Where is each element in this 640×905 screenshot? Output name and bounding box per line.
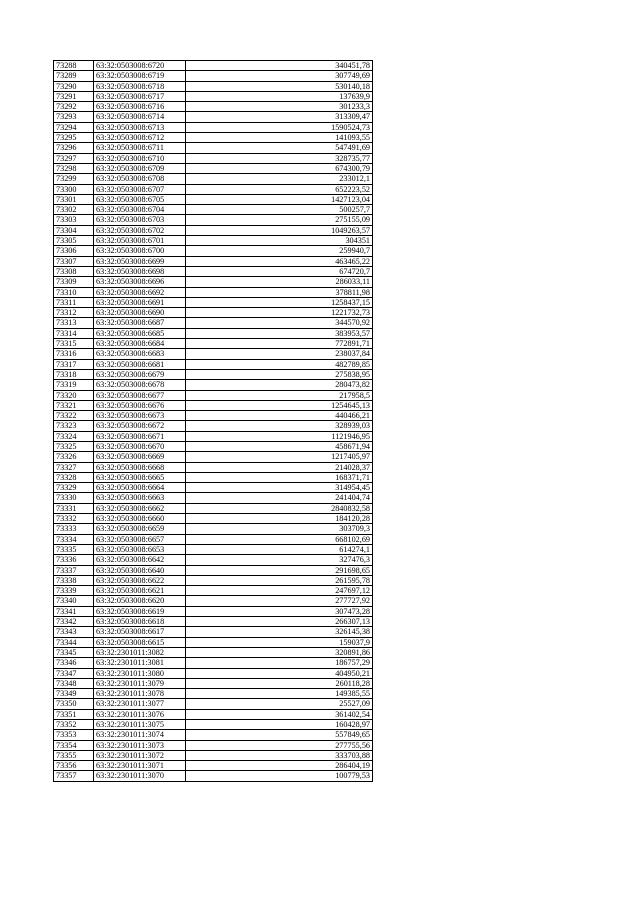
row-number-cell: 73346 — [54, 658, 94, 668]
table-row — [54, 575, 373, 585]
value-cell: 674300,79 — [186, 163, 373, 173]
row-number-cell: 73289 — [54, 71, 94, 81]
value-cell: 361402,54 — [186, 709, 373, 719]
value-cell: 259940,7 — [186, 246, 373, 256]
table-row — [54, 472, 373, 482]
cadastral-number-cell: 63:32:0503008:6657 — [94, 534, 186, 544]
cadastral-number-cell: 63:32:0503008:6617 — [94, 627, 186, 637]
row-number-cell: 73320 — [54, 390, 94, 400]
table-row — [54, 308, 373, 318]
table-row — [54, 205, 373, 215]
row-number-cell: 73345 — [54, 647, 94, 657]
value-cell: 772891,71 — [186, 339, 373, 349]
cadastral-number-cell: 63:32:0503008:6676 — [94, 400, 186, 410]
table-row — [54, 720, 373, 730]
row-number-cell: 73295 — [54, 133, 94, 143]
value-cell: 233012,1 — [186, 174, 373, 184]
row-number-cell: 73341 — [54, 606, 94, 616]
cadastral-number-cell: 63:32:2301011:3074 — [94, 730, 186, 740]
table-row — [54, 441, 373, 451]
table-row — [54, 122, 373, 132]
value-cell: 286033,11 — [186, 277, 373, 287]
row-number-cell: 73347 — [54, 668, 94, 678]
row-number-cell: 73301 — [54, 194, 94, 204]
row-number-cell: 73291 — [54, 91, 94, 101]
value-cell: 614274,1 — [186, 544, 373, 554]
value-cell: 1121946,95 — [186, 431, 373, 441]
row-number-cell: 73304 — [54, 225, 94, 235]
row-number-cell: 73336 — [54, 555, 94, 565]
table-row — [54, 390, 373, 400]
row-number-cell: 73297 — [54, 153, 94, 163]
row-number-cell: 73344 — [54, 637, 94, 647]
cadastral-number-cell: 63:32:0503008:6660 — [94, 514, 186, 524]
value-cell: 168371,71 — [186, 472, 373, 482]
cadastral-number-cell: 63:32:0503008:6718 — [94, 81, 186, 91]
cadastral-number-cell: 63:32:0503008:6702 — [94, 225, 186, 235]
table-row — [54, 586, 373, 596]
row-number-cell: 73340 — [54, 596, 94, 606]
cadastral-number-cell: 63:32:0503008:6670 — [94, 441, 186, 451]
row-number-cell: 73354 — [54, 740, 94, 750]
cadastral-number-cell: 63:32:0503008:6684 — [94, 339, 186, 349]
table-row — [54, 163, 373, 173]
value-cell: 286404,19 — [186, 761, 373, 771]
cadastral-number-cell: 63:32:0503008:6691 — [94, 297, 186, 307]
table-row — [54, 236, 373, 246]
table-row — [54, 246, 373, 256]
cadastral-number-cell: 63:32:0503008:6711 — [94, 143, 186, 153]
value-cell: 1049263,57 — [186, 225, 373, 235]
row-number-cell: 73316 — [54, 349, 94, 359]
row-number-cell: 73311 — [54, 297, 94, 307]
row-number-cell: 73322 — [54, 411, 94, 421]
row-number-cell: 73299 — [54, 174, 94, 184]
table-row — [54, 266, 373, 276]
table-row — [54, 627, 373, 637]
cadastral-number-cell: 63:32:0503008:6672 — [94, 421, 186, 431]
row-number-cell: 73327 — [54, 462, 94, 472]
value-cell: 1221732,73 — [186, 308, 373, 318]
row-number-cell: 73321 — [54, 400, 94, 410]
cadastral-number-cell: 63:32:0503008:6653 — [94, 544, 186, 554]
row-number-cell: 73317 — [54, 359, 94, 369]
row-number-cell: 73343 — [54, 627, 94, 637]
cadastral-number-cell: 63:32:0503008:6615 — [94, 637, 186, 647]
table-row — [54, 359, 373, 369]
value-cell: 307473,28 — [186, 606, 373, 616]
row-number-cell: 73342 — [54, 617, 94, 627]
row-number-cell: 73288 — [54, 61, 94, 71]
table-row — [54, 339, 373, 349]
value-cell: 668102,69 — [186, 534, 373, 544]
value-cell: 149385,55 — [186, 689, 373, 699]
value-cell: 307749,69 — [186, 71, 373, 81]
table-row — [54, 544, 373, 554]
table-row — [54, 349, 373, 359]
row-number-cell: 73330 — [54, 493, 94, 503]
table-row — [54, 462, 373, 472]
value-cell: 2840832,58 — [186, 503, 373, 513]
cadastral-number-cell: 63:32:0503008:6714 — [94, 112, 186, 122]
row-number-cell: 73338 — [54, 575, 94, 585]
cadastral-number-cell: 63:32:0503008:6701 — [94, 236, 186, 246]
table-row — [54, 61, 373, 71]
value-cell: 313309,47 — [186, 112, 373, 122]
table-row — [54, 699, 373, 709]
row-number-cell: 73298 — [54, 163, 94, 173]
row-number-cell: 73319 — [54, 380, 94, 390]
table-row — [54, 297, 373, 307]
row-number-cell: 73305 — [54, 236, 94, 246]
cadastral-number-cell: 63:32:2301011:3072 — [94, 750, 186, 760]
table-row — [54, 328, 373, 338]
cadastral-number-cell: 63:32:0503008:6668 — [94, 462, 186, 472]
cadastral-number-cell: 63:32:0503008:6669 — [94, 452, 186, 462]
cadastral-number-cell: 63:32:0503008:6699 — [94, 256, 186, 266]
cadastral-number-cell: 63:32:0503008:6704 — [94, 205, 186, 215]
value-cell: 214028,37 — [186, 462, 373, 472]
value-cell: 320891,86 — [186, 647, 373, 657]
table-row — [54, 452, 373, 462]
cadastral-number-cell: 63:32:0503008:6707 — [94, 184, 186, 194]
table-row — [54, 184, 373, 194]
table-row — [54, 380, 373, 390]
cadastral-number-cell: 63:32:0503008:6622 — [94, 575, 186, 585]
cadastral-number-cell: 63:32:0503008:6618 — [94, 617, 186, 627]
table-row — [54, 153, 373, 163]
table-row — [54, 431, 373, 441]
table-row — [54, 709, 373, 719]
value-cell: 1590524,73 — [186, 122, 373, 132]
value-cell: 304351 — [186, 236, 373, 246]
table-row — [54, 750, 373, 760]
value-cell: 463465,22 — [186, 256, 373, 266]
row-number-cell: 73310 — [54, 287, 94, 297]
cadastral-number-cell: 63:32:2301011:3073 — [94, 740, 186, 750]
value-cell: 458671,94 — [186, 441, 373, 451]
row-number-cell: 73332 — [54, 514, 94, 524]
cadastral-number-cell: 63:32:0503008:6642 — [94, 555, 186, 565]
cadastral-number-cell: 63:32:0503008:6720 — [94, 61, 186, 71]
value-cell: 217958,5 — [186, 390, 373, 400]
table-row — [54, 658, 373, 668]
table-row — [54, 555, 373, 565]
cadastral-number-cell: 63:32:0503008:6716 — [94, 102, 186, 112]
value-cell: 1427123,04 — [186, 194, 373, 204]
row-number-cell: 73318 — [54, 369, 94, 379]
table-row — [54, 194, 373, 204]
value-cell: 184120,28 — [186, 514, 373, 524]
row-number-cell: 73313 — [54, 318, 94, 328]
value-cell: 378811,98 — [186, 287, 373, 297]
table-row — [54, 256, 373, 266]
cadastral-number-cell: 63:32:0503008:6662 — [94, 503, 186, 513]
value-cell: 266307,13 — [186, 617, 373, 627]
table-row — [54, 514, 373, 524]
value-cell: 291698,65 — [186, 565, 373, 575]
table-row — [54, 771, 373, 781]
value-cell: 674720,7 — [186, 266, 373, 276]
cadastral-number-cell: 63:32:0503008:6703 — [94, 215, 186, 225]
row-number-cell: 73334 — [54, 534, 94, 544]
row-number-cell: 73290 — [54, 81, 94, 91]
value-cell: 557849,65 — [186, 730, 373, 740]
table-row — [54, 174, 373, 184]
cadastral-number-cell: 63:32:2301011:3075 — [94, 720, 186, 730]
cadastral-number-cell: 63:32:0503008:6713 — [94, 122, 186, 132]
row-number-cell: 73296 — [54, 143, 94, 153]
value-cell: 275155,09 — [186, 215, 373, 225]
table-row — [54, 81, 373, 91]
row-number-cell: 73309 — [54, 277, 94, 287]
cadastral-number-cell: 63:32:0503008:6709 — [94, 163, 186, 173]
cadastral-number-cell: 63:32:2301011:3079 — [94, 678, 186, 688]
row-number-cell: 73314 — [54, 328, 94, 338]
value-cell: 1258437,15 — [186, 297, 373, 307]
cadastral-number-cell: 63:32:0503008:6708 — [94, 174, 186, 184]
row-number-cell: 73325 — [54, 441, 94, 451]
value-cell: 440466,21 — [186, 411, 373, 421]
row-number-cell: 73339 — [54, 586, 94, 596]
row-number-cell: 73349 — [54, 689, 94, 699]
row-number-cell: 73355 — [54, 750, 94, 760]
cadastral-number-cell: 63:32:0503008:6659 — [94, 524, 186, 534]
value-cell: 159037,9 — [186, 637, 373, 647]
row-number-cell: 73351 — [54, 709, 94, 719]
value-cell: 241404,74 — [186, 493, 373, 503]
row-number-cell: 73353 — [54, 730, 94, 740]
cadastral-number-cell: 63:32:2301011:3071 — [94, 761, 186, 771]
value-cell: 383953,57 — [186, 328, 373, 338]
value-cell: 344570,92 — [186, 318, 373, 328]
value-cell: 530140,18 — [186, 81, 373, 91]
value-cell: 160428,97 — [186, 720, 373, 730]
table-row — [54, 596, 373, 606]
cadastral-number-cell: 63:32:0503008:6692 — [94, 287, 186, 297]
table-row — [54, 689, 373, 699]
table-row — [54, 678, 373, 688]
cadastral-number-cell: 63:32:0503008:6619 — [94, 606, 186, 616]
value-cell: 652223,52 — [186, 184, 373, 194]
cadastral-number-cell: 63:32:0503008:6640 — [94, 565, 186, 575]
table-row — [54, 524, 373, 534]
value-cell: 141093,55 — [186, 133, 373, 143]
table-row — [54, 421, 373, 431]
cadastral-number-cell: 63:32:0503008:6719 — [94, 71, 186, 81]
row-number-cell: 73337 — [54, 565, 94, 575]
value-cell: 328939,03 — [186, 421, 373, 431]
value-cell: 1217405,97 — [186, 452, 373, 462]
value-cell: 100779,53 — [186, 771, 373, 781]
cadastral-number-cell: 63:32:0503008:6705 — [94, 194, 186, 204]
cadastral-number-cell: 63:32:0503008:6712 — [94, 133, 186, 143]
value-cell: 277755,56 — [186, 740, 373, 750]
value-cell: 547491,69 — [186, 143, 373, 153]
cadastral-number-cell: 63:32:2301011:3080 — [94, 668, 186, 678]
value-cell: 500257,7 — [186, 205, 373, 215]
value-cell: 280473,82 — [186, 380, 373, 390]
value-cell: 25527,09 — [186, 699, 373, 709]
table-row — [54, 215, 373, 225]
cadastral-number-cell: 63:32:0503008:6687 — [94, 318, 186, 328]
value-cell: 247697,12 — [186, 586, 373, 596]
row-number-cell: 73333 — [54, 524, 94, 534]
row-number-cell: 73335 — [54, 544, 94, 554]
cadastral-number-cell: 63:32:0503008:6679 — [94, 369, 186, 379]
row-number-cell: 73331 — [54, 503, 94, 513]
table-row — [54, 71, 373, 81]
table-row — [54, 112, 373, 122]
table-row — [54, 143, 373, 153]
cadastral-number-cell: 63:32:2301011:3081 — [94, 658, 186, 668]
row-number-cell: 73312 — [54, 308, 94, 318]
table-row — [54, 493, 373, 503]
cadastral-number-cell: 63:32:0503008:6698 — [94, 266, 186, 276]
table-row — [54, 503, 373, 513]
value-cell: 137639,9 — [186, 91, 373, 101]
cadastral-number-cell: 63:32:0503008:6663 — [94, 493, 186, 503]
cadastral-number-cell: 63:32:0503008:6671 — [94, 431, 186, 441]
cadastral-number-cell: 63:32:2301011:3070 — [94, 771, 186, 781]
table-row — [54, 668, 373, 678]
table-row — [54, 287, 373, 297]
value-cell: 186757,29 — [186, 658, 373, 668]
row-number-cell: 73293 — [54, 112, 94, 122]
cadastral-number-cell: 63:32:0503008:6685 — [94, 328, 186, 338]
cadastral-number-cell: 63:32:0503008:6621 — [94, 586, 186, 596]
value-cell: 482789,85 — [186, 359, 373, 369]
cadastral-number-cell: 63:32:0503008:6717 — [94, 91, 186, 101]
row-number-cell: 73315 — [54, 339, 94, 349]
table-row — [54, 133, 373, 143]
row-number-cell: 73323 — [54, 421, 94, 431]
row-number-cell: 73357 — [54, 771, 94, 781]
row-number-cell: 73300 — [54, 184, 94, 194]
row-number-cell: 73348 — [54, 678, 94, 688]
table-row — [54, 483, 373, 493]
data-table — [53, 60, 373, 782]
cadastral-number-cell: 63:32:0503008:6696 — [94, 277, 186, 287]
table-row — [54, 761, 373, 771]
row-number-cell: 73324 — [54, 431, 94, 441]
row-number-cell: 73329 — [54, 483, 94, 493]
table-body — [54, 61, 373, 782]
row-number-cell: 73306 — [54, 246, 94, 256]
cadastral-number-cell: 63:32:0503008:6681 — [94, 359, 186, 369]
row-number-cell: 73350 — [54, 699, 94, 709]
cadastral-number-cell: 63:32:2301011:3082 — [94, 647, 186, 657]
table-row — [54, 400, 373, 410]
value-cell: 1254645,13 — [186, 400, 373, 410]
value-cell: 301233,3 — [186, 102, 373, 112]
value-cell: 404950,21 — [186, 668, 373, 678]
table-row — [54, 225, 373, 235]
table-row — [54, 740, 373, 750]
value-cell: 260118,28 — [186, 678, 373, 688]
cadastral-number-cell: 63:32:0503008:6678 — [94, 380, 186, 390]
table-row — [54, 617, 373, 627]
cadastral-number-cell: 63:32:2301011:3077 — [94, 699, 186, 709]
value-cell: 275838,95 — [186, 369, 373, 379]
row-number-cell: 73326 — [54, 452, 94, 462]
table-row — [54, 277, 373, 287]
row-number-cell: 73328 — [54, 472, 94, 482]
cadastral-number-cell: 63:32:2301011:3076 — [94, 709, 186, 719]
cadastral-number-cell: 63:32:0503008:6677 — [94, 390, 186, 400]
value-cell: 261595,78 — [186, 575, 373, 585]
row-number-cell: 73308 — [54, 266, 94, 276]
table-row — [54, 637, 373, 647]
value-cell: 303709,3 — [186, 524, 373, 534]
value-cell: 340451,78 — [186, 61, 373, 71]
row-number-cell: 73352 — [54, 720, 94, 730]
row-number-cell: 73302 — [54, 205, 94, 215]
value-cell: 328735,77 — [186, 153, 373, 163]
cadastral-number-cell: 63:32:2301011:3078 — [94, 689, 186, 699]
value-cell: 277727,92 — [186, 596, 373, 606]
table-row — [54, 318, 373, 328]
cadastral-number-cell: 63:32:0503008:6665 — [94, 472, 186, 482]
table-row — [54, 730, 373, 740]
value-cell: 314954,45 — [186, 483, 373, 493]
table-row — [54, 606, 373, 616]
table-row — [54, 411, 373, 421]
value-cell: 326145,38 — [186, 627, 373, 637]
table-row — [54, 534, 373, 544]
table-row — [54, 647, 373, 657]
cadastral-number-cell: 63:32:0503008:6620 — [94, 596, 186, 606]
row-number-cell: 73292 — [54, 102, 94, 112]
cadastral-number-cell: 63:32:0503008:6690 — [94, 308, 186, 318]
row-number-cell: 73303 — [54, 215, 94, 225]
cadastral-number-cell: 63:32:0503008:6673 — [94, 411, 186, 421]
cadastral-number-cell: 63:32:0503008:6710 — [94, 153, 186, 163]
value-cell: 333703,88 — [186, 750, 373, 760]
table-row — [54, 91, 373, 101]
table-row — [54, 102, 373, 112]
cadastral-number-cell: 63:32:0503008:6700 — [94, 246, 186, 256]
value-cell: 238037,84 — [186, 349, 373, 359]
cadastral-number-cell: 63:32:0503008:6683 — [94, 349, 186, 359]
row-number-cell: 73356 — [54, 761, 94, 771]
row-number-cell: 73307 — [54, 256, 94, 266]
value-cell: 327476,3 — [186, 555, 373, 565]
cadastral-number-cell: 63:32:0503008:6664 — [94, 483, 186, 493]
table-row — [54, 565, 373, 575]
table-row — [54, 369, 373, 379]
row-number-cell: 73294 — [54, 122, 94, 132]
